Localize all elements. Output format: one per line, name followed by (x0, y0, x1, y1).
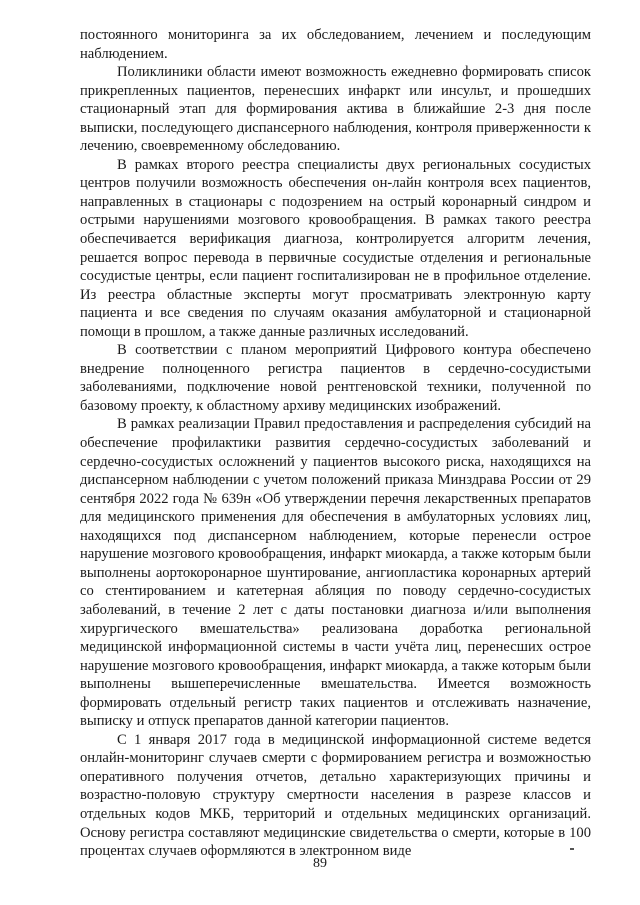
paragraph-2: Поликлиники области имеют возможность ежедневно формировать список прикрепленных пациентов, перенесших инфаркт или инсульт, и прошедших стационарный этап для формирования актива в ближайшие 2-3 дня после выписки, последующего диспансерного наблюдения, контроля приверженности к лечению, своевременному обследованию. (80, 64, 591, 155)
page-number: 89 (313, 856, 327, 871)
paragraph-1: постоянного мониторинга за их обследованием, лечением и последующим наблюдением. (80, 27, 591, 62)
paragraph-5: В рамках реализации Правил предоставления и распределения субсидий на обеспечение профилактики развития сердечно-сосудистых заболеваний и сердечно-сосудистых осложнений у пациентов высокого риска, находящихся на диспансерном наблюдении с учетом положений приказа Минздрава России от 29 сентября 2022 года № 639н «Об утверждении перечня лекарственных препаратов для медицинского применения для обеспечения в амбулаторных условиях лиц, находящихся под диспансерном наблюдением, которые перенесли острое нарушение мозгового кровообращения, инфаркт миокарда, а также которым были выполнены аортокоронарное шунтирование, ангиопластика коронарных артерий со стентированием и катетерная абляция по поводу сердечно-сосудистых заболеваний, в течение 2 лет с даты постановки диагноза и/или выполнения хирургического вмешательства» реализована доработка региональной медицинской информационной системы в части учёта лиц, перенесших острое нарушение мозгового кровообращения, инфаркт миокарда, а также которым были выполнены вышеперечисленные вмешательства. Имеется возможность формировать отдельный регистр таких пациентов и отслеживать назначение, выписку и отпуск препаратов данной категории пациентов. (80, 416, 591, 730)
paragraph-6: С 1 января 2017 года в медицинской информационной системе ведется онлайн-мониторинг случаев смерти с формированием регистра и возможностью оперативного получения отчетов, детально характеризующих причины и возрастно-половую структуру смертности населения в разрезе классов и отдельных кодов МКБ, территорий и отдельных медицинских организаций. Основу регистра составляют медицинские свидетельства о смерти, которые в 100 процентах случаев оформляются в электронном виде (80, 731, 591, 860)
paragraph-4: В соответствии с планом мероприятий Цифрового контура обеспечено внедрение полноценного регистра пациентов в сердечно-сосудистыми заболеваниями, подключение новой рентгеновской техники, полученной по базовому проекту, к областному архиву медицинских изображений. (80, 342, 591, 414)
document-body (80, 26, 591, 861)
scan-artifact (570, 848, 574, 850)
paragraph-3: В рамках второго реестра специалисты двух региональных сосудистых центров получили возможность обеспечения он-лайн контроля всех пациентов, направленных в стационары с подозрением на острый коронарный синдром и острыми нарушениями мозгового кровообращения. В рамках такого реестра обеспечивается верификация диагноза, контролируется алгоритм лечения, решается вопрос перевода в первичные сосудистые отделения и региональные сосудистые центры, если пациент госпитализирован не в профильное отделение. Из реестра областные эксперты могут просматривать электронную карту пациента и все сведения по случаям оказания амбулаторной и стационарной помощи в прошлом, а также данные различных исследований. (80, 156, 591, 340)
